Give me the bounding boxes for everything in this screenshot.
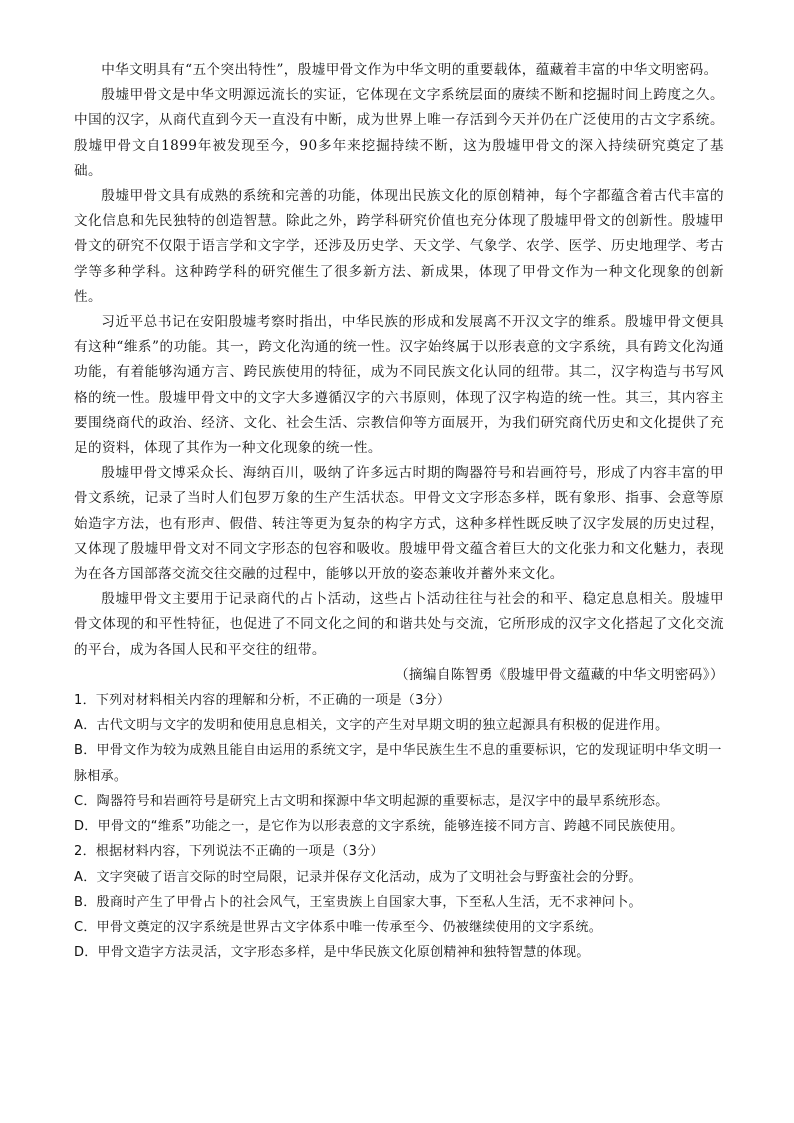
question-2 (74, 839, 724, 965)
passage-source: （摘编自陈智勇《殷墟甲骨文蕴藏的中华文明密码》） (394, 666, 724, 683)
option-d: D．甲骨文的“维系”功能之一，是它作为以形表意的文字系统，能够连接不同方言、跨越不同民族使用。 (74, 819, 684, 835)
reading-passage (74, 58, 724, 688)
option-c: C．陶器符号和岩画符号是研究上古文明和探源中华文明起源的重要标志，是汉字中的最早系统形态。 (74, 793, 669, 809)
option-b: B．甲骨文作为较为成熟且能自由运用的系统文字，是中华民族生生不息的重要标识，它的发现证明中华文明一脉相承。 (74, 743, 722, 784)
passage-paragraph: 习近平总书记在安阳殷墟考察时指出，中华民族的形成和发展离不开汉文字的维系。殷墟甲骨文便具有这种“维系”的功能。其一，跨文化沟通的统一性。汉字始终属于以形表意的文字系统，具有跨文化沟通功能，有着能够沟通方言、跨民族使用的特征，成为不同民族文化认同的纽带。其二，汉字构造与书写风格的统一性。殷墟甲骨文中的文字大多遵循汉字的六书原则，体现了汉字构造的统一性。其三，其内容主要围绕商代的政治、经济、文化、社会生活、宗教信仰等方面展开，为我们研究商代历史和文化提供了充足的资料，体现了其作为一种文化现象的统一性。 (74, 314, 724, 457)
exam-page (74, 58, 724, 965)
passage-paragraph: 殷墟甲骨文具有成熟的系统和完善的功能，体现出民族文化的原创精神，每个字都蕴含着古代丰富的文化信息和先民独特的创造智慧。除此之外，跨学科研究价值也充分体现了殷墟甲骨文的创新性。殷墟甲骨文的研究不仅限于语言学和文字学，还涉及历史学、天文学、气象学、农学、医学、历史地理学、考古学等多种学科。这种跨学科的研究催生了很多新方法、新成果，体现了甲骨文作为一种文化现象的创新性。 (74, 188, 724, 305)
passage-paragraph: 殷墟甲骨文博采众长、海纳百川，吸纳了许多远古时期的陶器符号和岩画符号，形成了内容丰富的甲骨文系统，记录了当时人们包罗万象的生产生活状态。甲骨文文字形态多样，既有象形、指事、会意等原始造字方法，也有形声、假借、转注等更为复杂的构字方式，这种多样性既反映了汉字发展的历史过程，又体现了殷墟甲骨文对不同文字形态的包容和吸收。殷墟甲骨文蕴含着巨大的文化张力和文化魅力，表现为在各方国部落交流交往交融的过程中，能够以开放的姿态兼收并蓄外来文化。 (74, 465, 724, 583)
passage-paragraph: 中华文明具有“五个突出特性”，殷墟甲骨文作为中华文明的重要载体，蕴藏着丰富的中华文明密码。 (101, 62, 718, 78)
passage-paragraph: 殷墟甲骨文是中华文明源远流长的实证，它体现在文字系统层面的赓续不断和挖掘时间上跨度之久。中国的汉字，从商代直到今天一直没有中断，成为世界上唯一存活到今天并仍在广泛使用的古文字系统。殷墟甲骨文自1899年被发现至今，90多年来挖掘持续不断，这为殷墟甲骨文的深入持续研究奠定了基础。 (74, 87, 724, 179)
option-b: B．殷商时产生了甲骨占卜的社会风气，王室贵族上自国家大事，下至私人生活，无不求神问卜。 (74, 894, 642, 910)
question-stem: 2．根据材料内容，下列说法不正确的一项是（3分） (74, 844, 384, 860)
question-stem: 1．下列对材料相关内容的理解和分析，不正确的一项是（3分） (74, 693, 451, 709)
option-d: D．甲骨文造字方法灵活，文字形态多样，是中华民族文化原创精神和独特智慧的体现。 (74, 945, 590, 961)
option-a: A．文字突破了语言交际的时空局限，记录并保存文化活动，成为了文明社会与野蛮社会的分野。 (74, 869, 642, 885)
option-a: A．古代文明与文字的发明和使用息息相关，文字的产生对早期文明的独立起源具有积极的促进作用。 (74, 718, 669, 734)
question-1 (74, 688, 724, 839)
passage-paragraph: 殷墟甲骨文主要用于记录商代的占卜活动，这些占卜活动往往与社会的和平、稳定息息相关。殷墟甲骨文体现的和平性特征，也促进了不同文化之间的和谐共处与交流，它所形成的汉字文化搭起了文化交流的平台，成为各国人民和平交往的纽带。 (74, 591, 724, 658)
option-c: C．甲骨文奠定的汉字系统是世界古文字体系中唯一传承至今、仍被继续使用的文字系统。 (74, 919, 603, 935)
